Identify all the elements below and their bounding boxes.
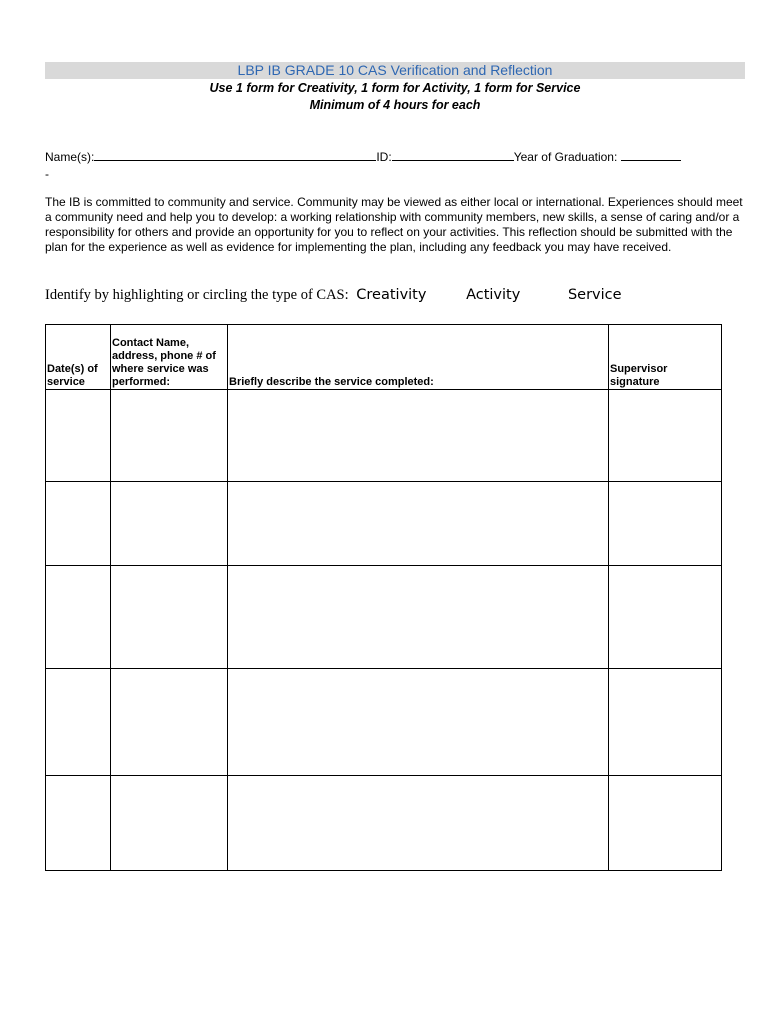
cas-option-activity[interactable]: Activity (466, 287, 521, 303)
form-subtitle-forms: Use 1 form for Creativity, 1 form for Activity, 1 form for Service (209, 81, 581, 95)
names-field[interactable] (94, 148, 376, 161)
cell-dates[interactable] (46, 669, 111, 776)
cell-dates[interactable] (46, 566, 111, 669)
cell-signature[interactable] (609, 390, 722, 482)
year-field[interactable] (621, 148, 681, 161)
cell-description[interactable] (228, 776, 609, 871)
header-contact: Contact Name, address, phone # of where service was performed: (111, 325, 228, 390)
cell-dates[interactable] (46, 390, 111, 482)
student-info-line (45, 148, 681, 164)
cell-dates[interactable] (46, 776, 111, 871)
cell-signature[interactable] (609, 482, 722, 566)
cell-contact[interactable] (111, 390, 228, 482)
cell-signature[interactable] (609, 776, 722, 871)
cas-prompt: Identify by highlighting or circling the type of CAS: (45, 287, 349, 303)
stray-dash: - (45, 167, 49, 181)
header-dates: Date(s) of service (46, 325, 111, 390)
cell-description[interactable] (228, 566, 609, 669)
names-label: Name(s): (45, 150, 95, 164)
table-row (46, 776, 722, 871)
table-header-row (46, 325, 722, 390)
year-label: Year of Graduation: (513, 150, 618, 164)
table-row (46, 482, 722, 566)
table-row (46, 669, 722, 776)
form-title: LBP IB GRADE 10 CAS Verification and Reflection (45, 62, 745, 79)
cas-option-creativity[interactable]: Creativity (356, 287, 427, 303)
cell-contact[interactable] (111, 776, 228, 871)
table-row (46, 566, 722, 669)
cell-description[interactable] (228, 390, 609, 482)
id-label: ID: (376, 150, 392, 164)
id-field[interactable] (392, 148, 514, 161)
table-row (46, 390, 722, 482)
header-signature: Supervisor signature (609, 325, 722, 390)
cell-description[interactable] (228, 482, 609, 566)
service-log-table (45, 324, 722, 871)
cell-contact[interactable] (111, 566, 228, 669)
header-description: Briefly describe the service completed: (228, 325, 609, 390)
cell-contact[interactable] (111, 669, 228, 776)
cell-signature[interactable] (609, 566, 722, 669)
cell-dates[interactable] (46, 482, 111, 566)
cell-signature[interactable] (609, 669, 722, 776)
form-subtitle-hours: Minimum of 4 hours for each (309, 98, 481, 112)
intro-paragraph: The IB is committed to community and service. Community may be viewed as either local or international. Experiences should meet a community need and help you to develop: a working relationship with community members, new skills, a sense of caring and/or a responsibility for others and provide an opportunity for you to reflect on your activities. This reflection should be submitted with the plan for the experience as well as evidence for implementing the plan, including any feedback you may have received. (45, 195, 743, 254)
cell-contact[interactable] (111, 482, 228, 566)
cas-type-line (45, 287, 622, 304)
cell-description[interactable] (228, 669, 609, 776)
cas-option-service[interactable]: Service (567, 287, 622, 303)
